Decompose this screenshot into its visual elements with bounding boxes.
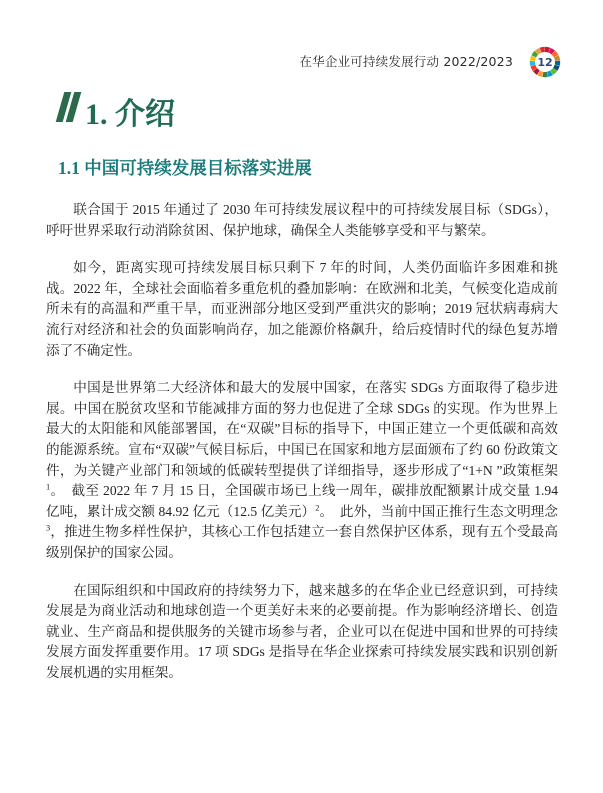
paragraph-4: 在国际组织和中国政府的持续努力下，越来越多的在华企业已经意识到，可持续发展是为商业活动和地球创造一个更美好未来的必要前提。作为影响经济增长、创造就业、生产商品和提供服务的关键市场参与者，企业可以在促进中国和世界的可持续发展方面发挥重要作用。17 项 SDGs 是指导在华企业探索可持续发展实践和识别创新发展机遇的实用框架。 [46, 582, 558, 680]
page-header [299, 44, 563, 80]
footnote-ref-1: 1 [46, 481, 51, 492]
paragraph-3 [46, 378, 558, 563]
paragraph-2: 如今，距离实现可持续发展目标只剩下 7 年的时间，人类仍面临许多困难和挑战。2022 年，全球社会面临着多重危机的叠加影响：在欧洲和北美，气候变化造成前所未有的高温和严重干旱，而亚洲部分地区受到严重洪灾的影响；2019 冠状病毒病大流行对经济和社会的负面影响尚存，加之能源价格飙升，给后疫情时代的绿色复苏增添了不确定性。 [46, 260, 558, 358]
section-heading: 1.1 中国可持续发展目标落实进展 [58, 158, 312, 178]
sdg-goal-number: 12 [537, 55, 553, 69]
paragraph-3-mid: 。 截至 2022 年 7 月 15 日，全国碳市场已上线一周年，碳排放配额累计成交量 1.94 亿吨，累计成交额 84.92 亿元（12.5 亿美元） [46, 483, 558, 519]
header-title: 在华企业可持续发展行动 2022/2023 [299, 53, 513, 69]
double-slash-icon [60, 92, 77, 122]
body-text-column [46, 200, 558, 683]
paragraph-3-lead: 中国是世界第二大经济体和最大的发展中国家，在落实 SDGs 方面取得了稳步进展。中国在脱贫攻坚和节能减排方面的努力也促进了全球 SDGs 的实现。作为世界上最大的太阳能和风能部署国，在“双碳”目标的指导下，中国正建立一个更低碳和高效的能源系统。宣布“双碳”气候目标后，中国已在国家和地方层面颁布了约 60 份政策文件，为关键产业部门和领域的低碳转型提供了详细指导，逐步形成了“1+N ”政策框架 [46, 380, 558, 478]
footnote-ref-3: 3 [46, 522, 51, 533]
chapter-title [60, 94, 175, 130]
footnote-ref-2: 2 [315, 502, 320, 513]
paragraph-3-tail: ，推进生物多样性保护，其核心工作包括建立一套自然保护区体系，现有五个受最高级别保护的国家公园。 [46, 524, 558, 560]
chapter-title-text: 1. 介绍 [85, 98, 175, 131]
paragraph-1: 联合国于 2015 年通过了 2030 年可持续发展议程中的可持续发展目标（SDGs），呼吁世界采取行动消除贫困、保护地球，确保全人类能够享受和平与繁荣。 [46, 202, 558, 238]
paragraph-3-mid2: 。 此外，当前中国正推行生态文明理念 [319, 503, 558, 519]
sdg-wheel-logo [527, 44, 563, 80]
